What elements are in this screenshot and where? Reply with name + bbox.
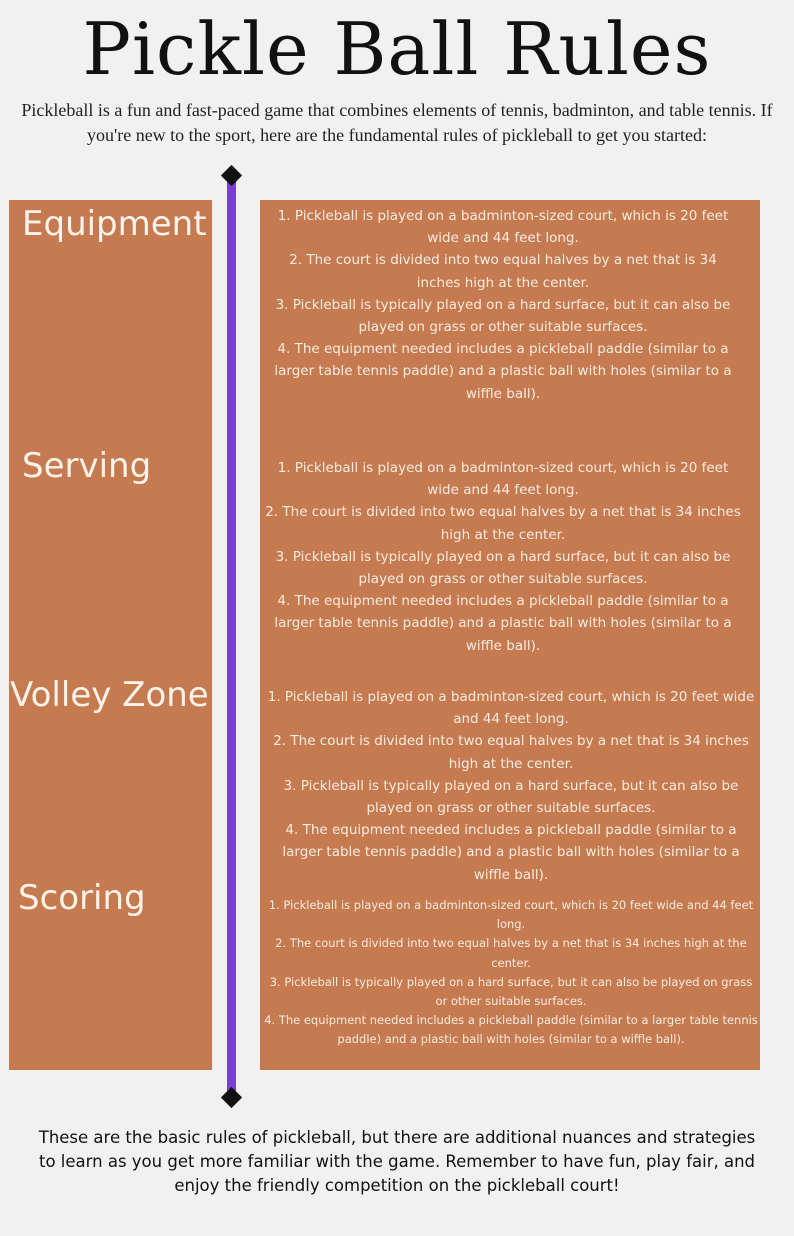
list-item: 3. Pickleball is typically played on a hard surface, but it can also be played on grass or other suitable surfaces.	[269, 974, 753, 1009]
list-item: 4. The equipment needed includes a pickleball paddle (similar to a larger table tennis paddle) and a plastic ball with holes (similar to a wiffle ball).	[274, 341, 732, 402]
list-item: 3. Pickleball is typically played on a hard surface, but it can also be played on grass or other suitable surfaces.	[275, 548, 731, 588]
list-item: 2. The court is divided into two equal halves by a net that is 34 inches high at the center.	[273, 733, 749, 772]
list-item: 2. The court is divided into two equal halves by a net that is 34 inches high at the center.	[289, 252, 717, 291]
section-heading-scoring: Scoring	[18, 878, 146, 918]
timeline-top-diamond-icon	[221, 165, 242, 186]
section-heading-equipment: Equipment	[22, 204, 207, 244]
list-item: 1. Pickleball is played on a badminton-sized court, which is 20 feet wide and 44 feet long.	[277, 460, 729, 499]
section-heading-serving: Serving	[22, 446, 152, 486]
list-item: 4. The equipment needed includes a pickleball paddle (similar to a larger table tennis paddle) and a plastic ball with holes (similar to a wiffle ball).	[264, 1013, 758, 1047]
volley-zone-rules-list	[264, 686, 758, 886]
page-title: Pickle Ball Rules	[82, 7, 712, 91]
list-item: 4. The equipment needed includes a pickleball paddle (similar to a larger table tennis paddle) and a plastic ball with holes (similar to a wiffle ball).	[274, 593, 732, 654]
closing-paragraph: These are the basic rules of pickleball, but there are additional nuances and strategies to learn as you get more familiar with the game. Remember to have fun, play fair, and enjoy the friendly competition on the pickleball court!	[38, 1128, 756, 1195]
serving-rules-list	[264, 457, 742, 657]
timeline-bottom-diamond-icon	[221, 1087, 242, 1108]
timeline-bar	[227, 170, 236, 1104]
list-item: 3. Pickleball is typically played on a hard surface, but it can also be played on grass or other suitable surfaces.	[283, 777, 739, 817]
list-item: 1. Pickleball is played on a badminton-sized court, which is 20 feet wide and 44 feet long.	[267, 689, 755, 728]
list-item: 2. The court is divided into two equal halves by a net that is 34 inches high at the center.	[265, 504, 741, 543]
list-item: 1. Pickleball is played on a badminton-sized court, which is 20 feet wide and 44 feet long.	[277, 208, 729, 247]
scoring-rules-list	[264, 896, 758, 1050]
equipment-rules-list	[268, 205, 738, 405]
list-item: 1. Pickleball is played on a badminton-sized court, which is 20 feet wide and 44 feet long.	[268, 898, 754, 932]
section-heading-volley-zone: Volley Zone	[10, 675, 209, 715]
list-item: 4. The equipment needed includes a pickleball paddle (similar to a larger table tennis paddle) and a plastic ball with holes (similar to a wiffle ball).	[282, 822, 740, 883]
list-item: 2. The court is divided into two equal halves by a net that is 34 inches high at the center.	[275, 936, 747, 970]
list-item: 3. Pickleball is typically played on a hard surface, but it can also be played on grass or other suitable surfaces.	[275, 296, 731, 336]
section-headings-panel	[9, 200, 212, 1070]
intro-paragraph: Pickleball is a fun and fast-paced game that combines elements of tennis, badminton, and table tennis. If you're new to the sport, here are the fundamental rules of pickleball to get you started:	[21, 100, 773, 145]
